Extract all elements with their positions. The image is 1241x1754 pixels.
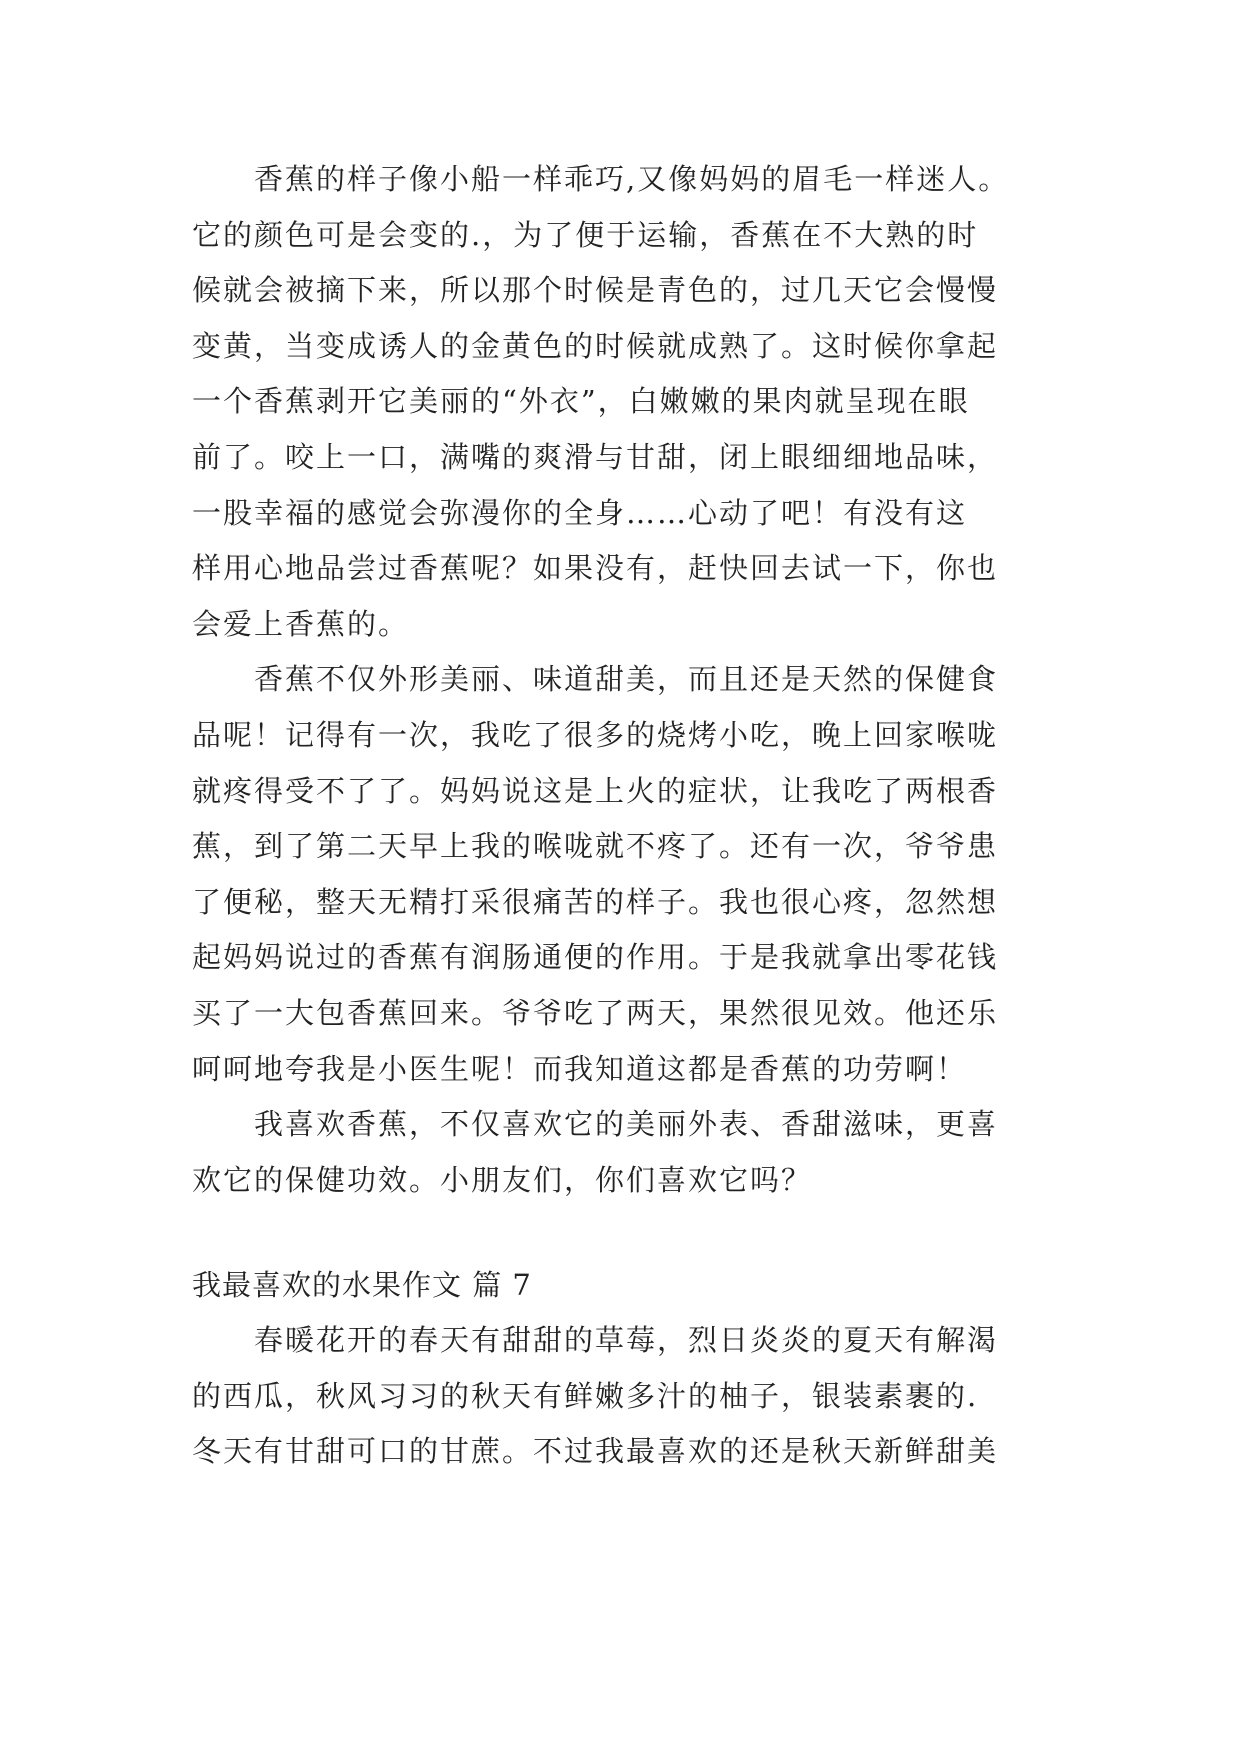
text-line: 冬天有甘甜可口的甘蔗。不过我最喜欢的还是秋天新鲜甜美 [192, 1434, 999, 1469]
paragraph-conclusion [192, 1097, 1072, 1208]
text-line: 一股幸福的感觉会弥漫你的全身……心动了吧！有没有这 [192, 495, 968, 530]
section-spacer [192, 1208, 1072, 1258]
text-line: 它的颜色可是会变的.，为了便于运输，香蕉在不大熟的时 [192, 217, 979, 252]
paragraph-seasons-fruit [192, 1313, 1072, 1480]
text-line: 呵呵地夸我是小医生呢！而我知道这都是香蕉的功劳啊！ [192, 1051, 968, 1086]
text-line: 我喜欢香蕉，不仅喜欢它的美丽外表、香甜滋味，更喜 [254, 1107, 999, 1142]
text-line: 样用心地品尝过香蕉呢？如果没有，赶快回去试一下，你也 [192, 551, 999, 586]
document-page [192, 152, 1072, 1480]
text-line: 候就会被摘下来，所以那个时候是青色的，过几天它会慢慢 [192, 273, 999, 308]
section-heading: 我最喜欢的水果作文 篇 7 [192, 1268, 532, 1303]
text-line: 一个香蕉剥开它美丽的“外衣”，白嫩嫩的果肉就呈现在眼 [192, 384, 970, 419]
text-line: 起妈妈说过的香蕉有润肠通便的作用。于是我就拿出零花钱 [192, 940, 999, 975]
text-line: 香蕉的样子像小船一样乖巧,又像妈妈的眉毛一样迷人。 [254, 162, 1010, 196]
text-line: 蕉，到了第二天早上我的喉咙就不疼了。还有一次，爷爷患 [192, 829, 999, 864]
text-line: 的西瓜，秋风习习的秋天有鲜嫩多汁的柚子，银装素裹的. [192, 1378, 979, 1413]
text-line: 会爱上香蕉的。 [192, 606, 410, 641]
text-line: 香蕉不仅外形美丽、味道甜美，而且还是天然的保健食 [254, 662, 999, 697]
text-line: 买了一大包香蕉回来。爷爷吃了两天，果然很见效。他还乐 [192, 995, 999, 1030]
text-line: 欢它的保健功效。小朋友们，你们喜欢它吗？ [192, 1162, 813, 1197]
text-line: 就疼得受不了了。妈妈说这是上火的症状，让我吃了两根香 [192, 773, 999, 808]
paragraph-banana-health [192, 652, 1072, 1097]
text-line: 了便秘，整天无精打采很痛苦的样子。我也很心疼，忽然想 [192, 884, 999, 919]
text-line: 品呢！记得有一次，我吃了很多的烧烤小吃，晚上回家喉咙 [192, 717, 999, 752]
paragraph-banana-appearance [192, 152, 1072, 652]
text-line: 变黄，当变成诱人的金黄色的时候就成熟了。这时候你拿起 [192, 328, 999, 363]
text-line: 春暖花开的春天有甜甜的草莓，烈日炎炎的夏天有解渴 [254, 1323, 999, 1358]
text-line: 前了。咬上一口，满嘴的爽滑与甘甜，闭上眼细细地品味， [192, 439, 999, 474]
